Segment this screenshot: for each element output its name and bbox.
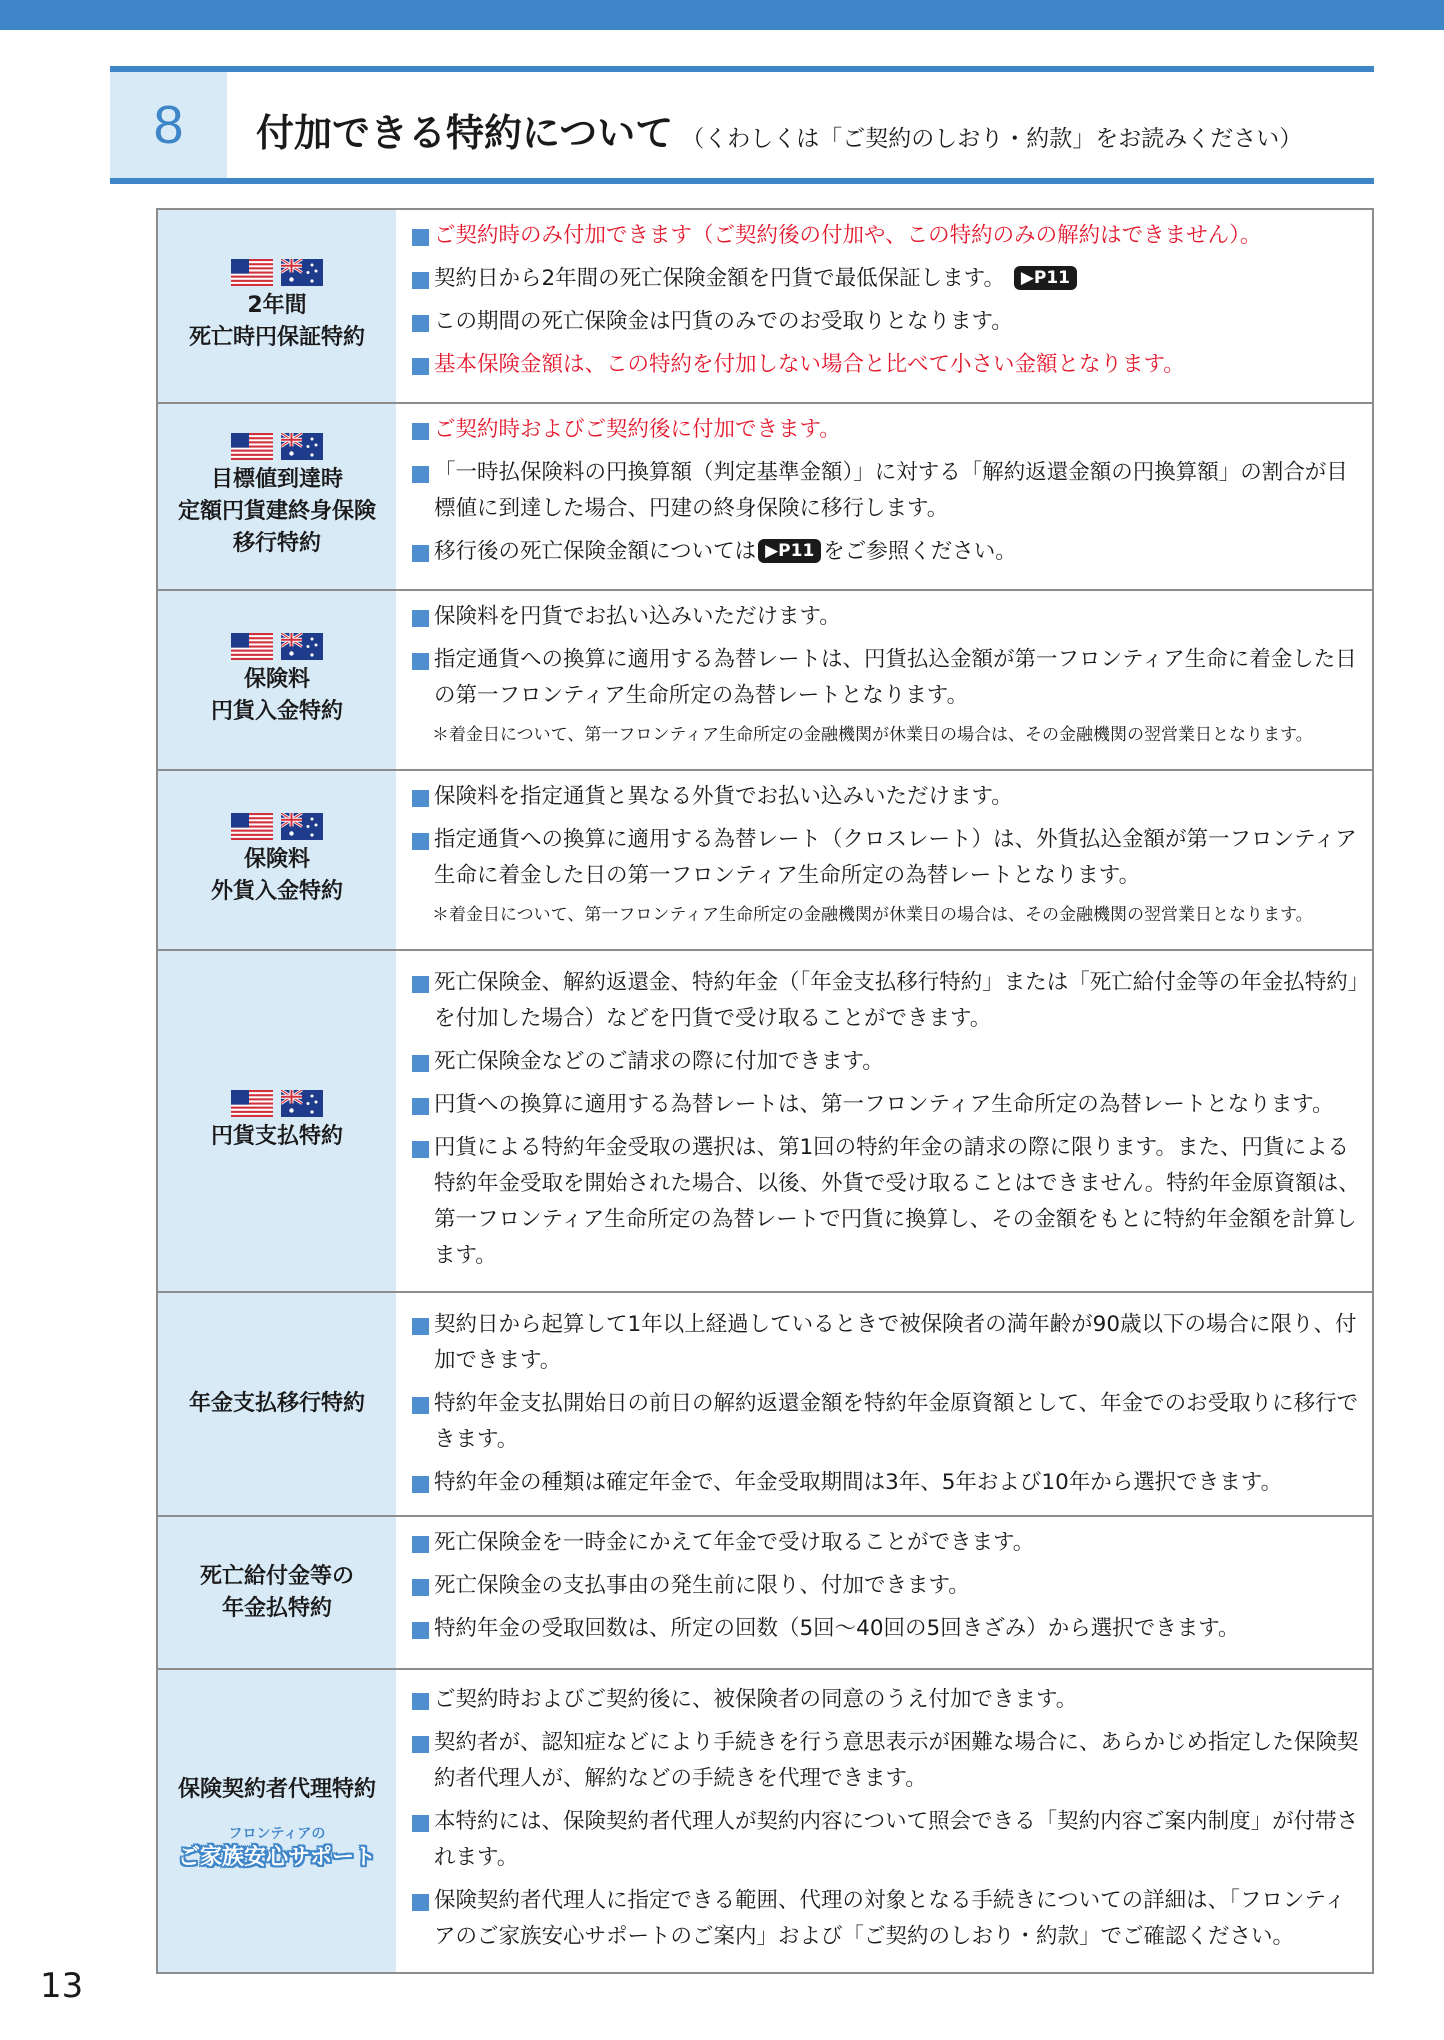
logo-small-text: フロンティアの bbox=[228, 1826, 326, 1842]
bullet-item: 円貨による特約年金受取の選択は、第1回の特約年金の請求の際に限ります。また、円貨による特約年金受取を開始された場合、以後、外貨で受け取ることはできません。特約年金原資額は、第一フロンティア生命所定の為替レートで円貨に換算し、その金額をもとに特約年金額を計算します。 bbox=[412, 1130, 1364, 1274]
top-color-band bbox=[0, 0, 1444, 30]
rider-row-death-benefit-annuity bbox=[158, 1515, 1372, 1668]
section-number: 8 bbox=[110, 72, 227, 178]
bullet-item: 本特約には、保険契約者代理人が契約内容について照会できる「契約内容ご案内制度」が付帯されます。 bbox=[412, 1804, 1364, 1876]
currency-flags bbox=[231, 1090, 323, 1117]
bullet-item bbox=[412, 534, 1364, 570]
rider-name-line: 外貨入金特約 bbox=[210, 878, 343, 904]
rider-name-line: 2年間 bbox=[247, 292, 307, 318]
rider-description bbox=[396, 951, 1372, 1291]
bullet-item: 基本保険金額は、この特約を付加しない場合と比べて小さい金額となります。 bbox=[412, 347, 1364, 383]
australia-flag-icon bbox=[281, 633, 323, 660]
australia-flag-icon bbox=[281, 1090, 323, 1117]
rider-name-cell bbox=[158, 1670, 396, 1972]
page-number: 13 bbox=[40, 1966, 84, 2006]
bullet-text: 移行後の死亡保険金額については bbox=[434, 539, 757, 564]
rider-row-target-value-conversion bbox=[158, 402, 1372, 589]
bullet-item: ご契約時のみ付加できます（ご契約後の付加や、この特約のみの解約はできません）。 bbox=[412, 218, 1364, 254]
bullet-item: 特約年金の種類は確定年金で、年金受取期間は3年、5年および10年から選択できます。 bbox=[412, 1465, 1364, 1501]
bullet-item: ご契約時およびご契約後に、被保険者の同意のうえ付加できます。 bbox=[412, 1682, 1364, 1718]
bullet-item: この期間の死亡保険金は円貨のみでのお受取りとなります。 bbox=[412, 304, 1364, 340]
us-flag-icon bbox=[231, 633, 273, 660]
bullet-item: 死亡保険金、解約返還金、特約年金（「年金支払移行特約」または「死亡給付金等の年金払特約」を付加した場合）などを円貨で受け取ることができます。 bbox=[412, 965, 1364, 1037]
rider-name-cell bbox=[158, 591, 396, 769]
bullet-item: 特約年金の受取回数は、所定の回数（5回～40回の5回きざみ）から選択できます。 bbox=[412, 1611, 1364, 1647]
logo-big-text: ご家族安心サポート bbox=[177, 1845, 376, 1870]
rider-description bbox=[396, 404, 1372, 589]
bullet-item: 「一時払保険料の円換算額（判定基準金額）」に対する「解約返還金額の円換算額」の割合が目標値に到達した場合、円建の終身保険に移行します。 bbox=[412, 455, 1364, 527]
header-rule-bottom bbox=[110, 178, 1374, 184]
australia-flag-icon bbox=[281, 259, 323, 286]
rider-name-cell bbox=[158, 951, 396, 1291]
section-title bbox=[256, 102, 1302, 157]
rider-description bbox=[396, 1517, 1372, 1668]
rider-name-cell bbox=[158, 210, 396, 402]
bullet-item: 指定通貨への換算に適用する為替レートは、円貨払込金額が第一フロンティア生命に着金した日の第一フロンティア生命所定の為替レートとなります。 bbox=[412, 642, 1364, 714]
currency-flags bbox=[231, 433, 323, 460]
rider-name-line: 目標値到達時 bbox=[210, 467, 343, 492]
bullet-item: ご契約時およびご契約後に付加できます。 bbox=[412, 412, 1364, 448]
rider-row-yen-payment bbox=[158, 589, 1372, 769]
bullet-text: をご参照ください。 bbox=[823, 539, 1017, 564]
rider-row-policyholder-proxy bbox=[158, 1668, 1372, 1972]
page-reference-label: P11 bbox=[778, 541, 815, 561]
bullet-text: 契約日から2年間の死亡保険金額を円貨で最低保証します。 bbox=[434, 266, 1005, 291]
rider-description bbox=[396, 210, 1372, 402]
bullet-item: 死亡保険金を一時金にかえて年金で受け取ることができます。 bbox=[412, 1525, 1364, 1561]
footnote: ＊着金日について、第一フロンティア生命所定の金融機関が休業日の場合は、その金融機関の翌営業日となります。 bbox=[432, 905, 1313, 925]
currency-flags bbox=[231, 633, 323, 660]
riders-table bbox=[156, 208, 1374, 1974]
rider-name-line: 円貨支払特約 bbox=[210, 1123, 343, 1149]
rider-name-line: 死亡時円保証特約 bbox=[188, 324, 365, 350]
bullet-item: 契約者が、認知症などにより手続きを行う意思表示が困難な場合に、あらかじめ指定した保険契約者代理人が、解約などの手続きを代理できます。 bbox=[412, 1725, 1364, 1797]
bullet-item: 指定通貨への換算に適用する為替レート（クロスレート）は、外貨払込金額が第一フロンティア生命に着金した日の第一フロンティア生命所定の為替レートとなります。 bbox=[412, 822, 1364, 894]
family-support-logo bbox=[178, 1822, 376, 1868]
bullet-item: 契約日から起算して1年以上経過しているときで被保険者の満年齢が90歳以下の場合に限り、付加できます。 bbox=[412, 1307, 1364, 1379]
section-title-note: （くわしくは「ご契約のしおり・約款」をお読みください） bbox=[681, 126, 1303, 152]
rider-name-line: 円貨入金特約 bbox=[210, 698, 343, 724]
currency-flags bbox=[231, 259, 323, 286]
rider-description bbox=[396, 1293, 1372, 1515]
footnote: ＊着金日について、第一フロンティア生命所定の金融機関が休業日の場合は、その金融機関の翌営業日となります。 bbox=[432, 725, 1313, 745]
page-reference-link[interactable]: ▶P11 bbox=[1014, 266, 1077, 290]
australia-flag-icon bbox=[281, 813, 323, 840]
australia-flag-icon bbox=[281, 433, 323, 460]
rider-name-cell bbox=[158, 1293, 396, 1515]
header-rule-top bbox=[110, 66, 1374, 72]
rider-row-foreign-currency-payment bbox=[158, 769, 1372, 949]
rider-name-line: 保険料 bbox=[243, 666, 310, 692]
us-flag-icon bbox=[231, 433, 273, 460]
section-title-text: 付加できる特約について bbox=[256, 111, 674, 155]
bullet-item: 円貨への換算に適用する為替レートは、第一フロンティア生命所定の為替レートとなります。 bbox=[412, 1087, 1364, 1123]
page-reference-link[interactable]: ▶P11 bbox=[758, 539, 821, 563]
rider-name-line: 死亡給付金等の bbox=[199, 1563, 354, 1589]
us-flag-icon bbox=[231, 813, 273, 840]
rider-row-2yr-death-yen-guarantee bbox=[158, 210, 1372, 402]
rider-name-cell bbox=[158, 404, 396, 589]
rider-name-cell bbox=[158, 1517, 396, 1668]
bullet-item: 保険契約者代理人に指定できる範囲、代理の対象となる手続きについての詳細は、「フロンティアのご家族安心サポートのご案内」および「ご契約のしおり・約款」でご確認ください。 bbox=[412, 1883, 1364, 1955]
bullet-item: 保険料を円貨でお払い込みいただけます。 bbox=[412, 599, 1364, 635]
rider-description bbox=[396, 1670, 1372, 1972]
rider-name-line: 保険料 bbox=[243, 846, 310, 872]
rider-name-line: 年金支払移行特約 bbox=[188, 1391, 365, 1416]
bullet-item: 死亡保険金などのご請求の際に付加できます。 bbox=[412, 1044, 1364, 1080]
currency-flags bbox=[231, 813, 323, 840]
rider-name-line: 保険契約者代理特約 bbox=[177, 1777, 376, 1802]
us-flag-icon bbox=[231, 259, 273, 286]
bullet-item: 保険料を指定通貨と異なる外貨でお払い込みいただけます。 bbox=[412, 779, 1364, 815]
rider-name-line: 移行特約 bbox=[232, 531, 321, 556]
rider-name-cell bbox=[158, 771, 396, 949]
rider-row-yen-payout bbox=[158, 949, 1372, 1291]
us-flag-icon bbox=[231, 1090, 273, 1117]
rider-description bbox=[396, 591, 1372, 769]
rider-name-line: 年金払特約 bbox=[221, 1595, 332, 1621]
bullet-item bbox=[412, 261, 1364, 297]
rider-row-annuity-transition bbox=[158, 1291, 1372, 1515]
bullet-item: 特約年金支払開始日の前日の解約返還金額を特約年金原資額として、年金でのお受取りに移行できます。 bbox=[412, 1386, 1364, 1458]
rider-description bbox=[396, 771, 1372, 949]
bullet-item: 死亡保険金の支払事由の発生前に限り、付加できます。 bbox=[412, 1568, 1364, 1604]
rider-name-line: 定額円貨建終身保険 bbox=[177, 499, 376, 524]
page-reference-label: P11 bbox=[1033, 268, 1071, 288]
